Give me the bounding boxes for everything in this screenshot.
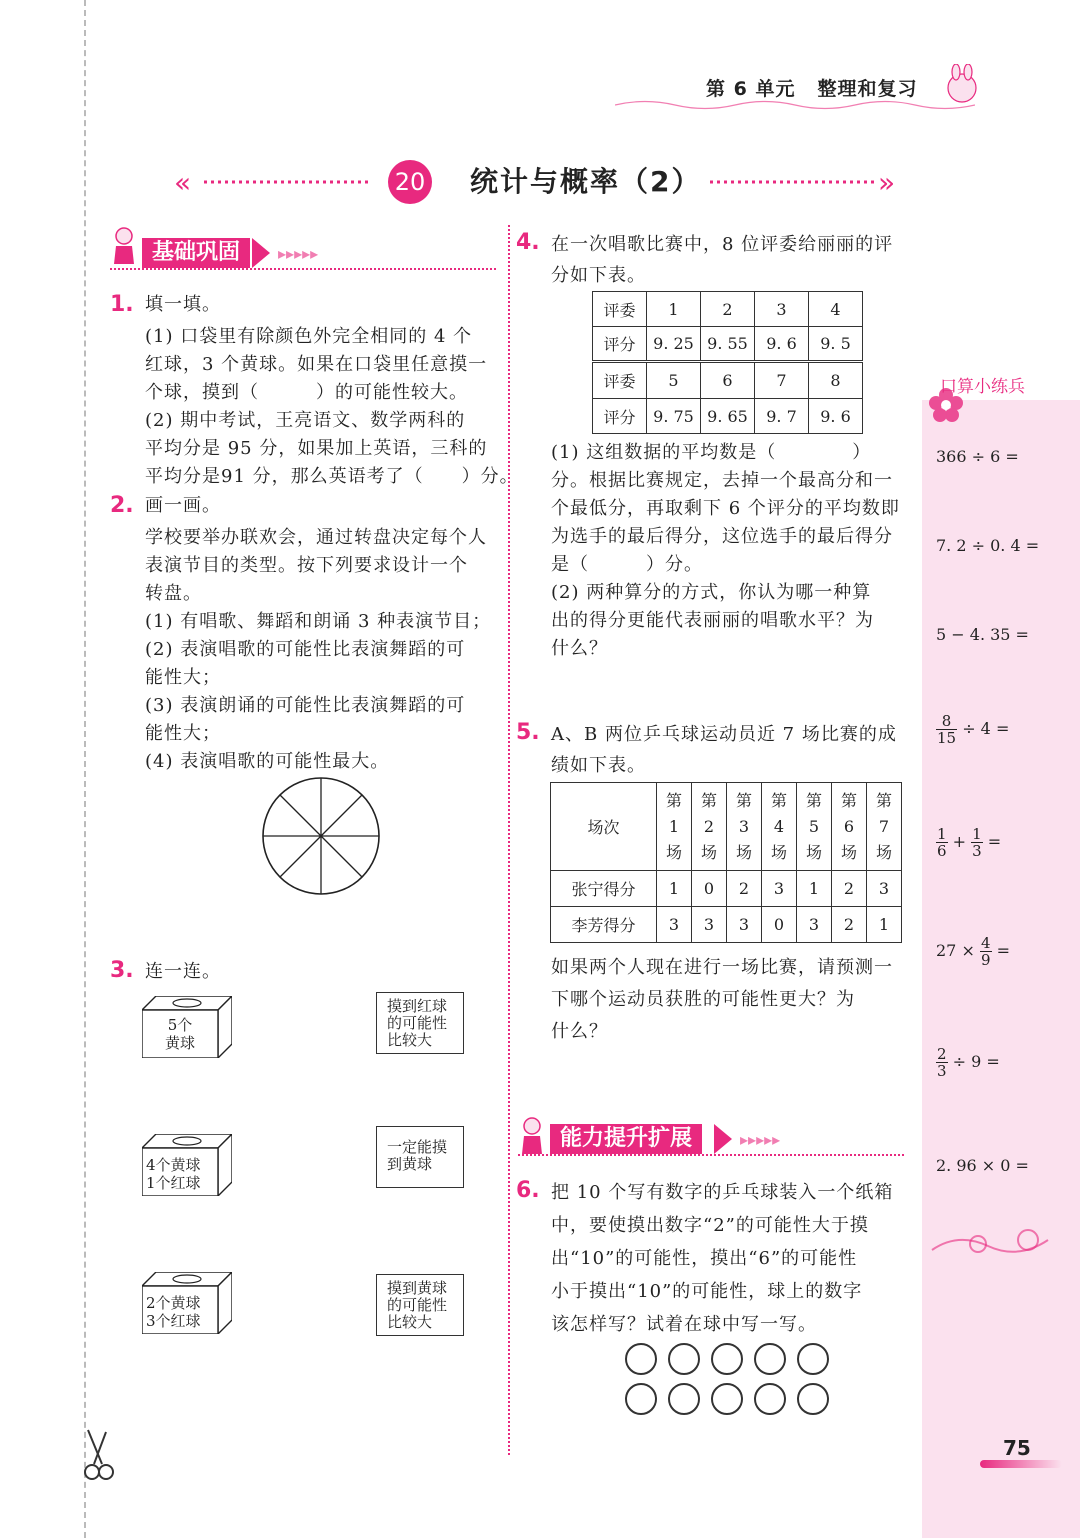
math-item: $\frac{2}{3}$ ÷ 9 = <box>937 1045 1000 1080</box>
question-title: 画一画。 <box>145 495 221 516</box>
ball-box[interactable] <box>142 996 232 1058</box>
section-banner-basic: 基础巩固 <box>142 238 250 268</box>
fraction: $\frac{2}{3}$ <box>937 1045 947 1080</box>
ball-circle[interactable] <box>668 1343 700 1375</box>
text-line: 下哪个运动员获胜的可能性更大？为 <box>551 989 855 1010</box>
ball-circle[interactable] <box>711 1383 743 1415</box>
player-name: 李芳得分 <box>551 907 657 943</box>
unit-label: 第 6 单元 <box>706 78 796 100</box>
table-cell: 9. 6 <box>809 399 863 434</box>
math-item: 27 × $\frac{4}{9}$ = <box>936 934 1010 969</box>
label-text: 摸到红球 <box>387 997 448 1015</box>
box-text: 5个 <box>167 1016 193 1034</box>
math-item: 366 ÷ 6 = <box>936 447 1019 466</box>
table-cell: 评分 <box>593 327 647 362</box>
text-line: 分。根据比赛规定，去掉一个最高分和一 <box>551 470 893 491</box>
question-2-body <box>145 524 491 776</box>
table-cell: 1 <box>647 292 701 327</box>
text-line: 什么？ <box>551 1021 608 1042</box>
game-header <box>727 783 762 871</box>
fraction: $\frac{4}{9}$ <box>980 934 991 969</box>
game-char: 第 <box>735 790 752 810</box>
game-char: 第 <box>700 790 717 810</box>
label-text: 到黄球 <box>387 1155 433 1173</box>
section-banner-advanced: 能力提升扩展 <box>550 1124 702 1154</box>
label-text: 摸到黄球 <box>387 1279 448 1297</box>
section-underline <box>518 1154 904 1156</box>
svg-text:«: « <box>174 166 192 199</box>
table-cell: 3 <box>755 292 809 327</box>
game-char: 场 <box>735 842 752 862</box>
table-cell: 9. 7 <box>755 399 809 434</box>
box-text: 2个黄球 <box>146 1294 201 1312</box>
game-header <box>657 783 692 871</box>
game-char: 第 <box>665 790 682 810</box>
table-cell: 2 <box>701 292 755 327</box>
svg-text:»: » <box>878 166 896 199</box>
ball-circle[interactable] <box>797 1383 829 1415</box>
box-text: 1个红球 <box>146 1174 201 1192</box>
svg-text:▸▸▸▸▸: ▸▸▸▸▸ <box>740 1130 781 1149</box>
question-number: 3. <box>110 958 134 983</box>
text-line: (2) 两种算分的方式，你认为哪一种算 <box>551 582 872 603</box>
text-line: 学校要举办联欢会，通过转盘决定每个人 <box>145 527 487 548</box>
text-line: 转盘。 <box>145 583 202 604</box>
question-5-body <box>551 952 893 1048</box>
game-char: 第 <box>875 790 892 810</box>
text-line: 个最低分，再取剩下 6 个评分的平均数即 <box>551 498 900 519</box>
score-cell: 3 <box>867 871 902 907</box>
question-4-body <box>551 439 900 663</box>
math-item: 7. 2 ÷ 0. 4 = <box>936 536 1040 555</box>
question-title: 连一连。 <box>145 961 221 982</box>
question-5-intro <box>551 719 897 781</box>
text-line: 绩如下表。 <box>551 755 646 776</box>
page-number-bar <box>980 1460 1062 1468</box>
ball-circle[interactable] <box>625 1383 657 1415</box>
text-line: (1) 这组数据的平均数是（ ） <box>551 442 872 463</box>
text-line: 出的得分更能代表丽丽的唱歌水平？为 <box>551 610 874 631</box>
match-label[interactable] <box>376 992 464 1054</box>
label-text: 的可能性 <box>387 1014 448 1032</box>
game-char: 场 <box>665 842 682 862</box>
question-6-body <box>551 1176 893 1341</box>
table-cell: 4 <box>809 292 863 327</box>
game-char: 场 <box>805 842 822 862</box>
question-number: 2. <box>110 493 134 518</box>
ball-circle[interactable] <box>668 1383 700 1415</box>
table-cell: 评委 <box>593 362 647 399</box>
cut-line <box>84 0 86 1538</box>
text-line: 能性大； <box>145 723 221 744</box>
lesson-number-badge: 20 <box>388 160 432 204</box>
game-char: 第 <box>840 790 857 810</box>
game-char: 场 <box>700 842 717 862</box>
page-header <box>706 74 917 101</box>
section-underline <box>110 268 496 270</box>
box-text: 3个红球 <box>146 1312 201 1330</box>
match-results-table <box>550 782 902 943</box>
ball-circle[interactable] <box>797 1343 829 1375</box>
table-cell: 场次 <box>551 783 657 871</box>
text-line: (1) 有唱歌、舞蹈和朗诵 3 种表演节目； <box>145 611 492 632</box>
question-1-body <box>145 323 519 491</box>
text-line: 中，要使摸出数字“2”的可能性大于摸 <box>551 1215 869 1236</box>
game-header <box>832 783 867 871</box>
score-cell: 0 <box>692 871 727 907</box>
text-line: 平均分是 95 分，如果加上英语，三科的 <box>145 438 488 459</box>
text-line: 该怎样写？试着在球中写一写。 <box>551 1314 817 1335</box>
question-number: 6. <box>516 1178 540 1203</box>
table-cell: 9. 75 <box>647 399 701 434</box>
game-char: 场 <box>875 842 892 862</box>
game-char: 场 <box>770 842 787 862</box>
ball-circle[interactable] <box>754 1343 786 1375</box>
table-cell: 8 <box>809 362 863 399</box>
table-cell: 9. 5 <box>809 327 863 362</box>
swirl-decoration-icon <box>928 1222 1058 1262</box>
bunny-decoration-icon <box>940 64 984 108</box>
label-text: 比较大 <box>387 1031 433 1049</box>
game-char: 4 <box>773 816 785 836</box>
score-cell: 3 <box>797 907 832 943</box>
table-cell: 9. 6 <box>755 327 809 362</box>
table-cell: 9. 65 <box>701 399 755 434</box>
game-header <box>797 783 832 871</box>
text-line: 是（ ）分。 <box>551 554 703 575</box>
table-cell: 9. 25 <box>647 327 701 362</box>
page-number: 75 <box>1003 1436 1031 1460</box>
header-vine-decoration <box>615 98 975 112</box>
text-line: 如果两个人现在进行一场比赛，请预测一 <box>551 957 893 978</box>
game-char: 2 <box>703 816 715 836</box>
game-char: 1 <box>668 816 680 836</box>
table-cell: 9. 55 <box>701 327 755 362</box>
banner-arrow-decoration <box>714 1124 826 1154</box>
fraction: $\frac{8}{15}$ <box>937 712 957 747</box>
girl-mascot-icon <box>518 1116 546 1158</box>
score-cell: 1 <box>797 871 832 907</box>
score-cell: 3 <box>692 907 727 943</box>
unit-title: 整理和复习 <box>817 78 918 100</box>
game-char: 7 <box>878 816 890 836</box>
text-line: 什么？ <box>551 638 608 659</box>
mental-math-sidebar <box>922 400 1080 1538</box>
text-line: 个球，摸到（ ）的可能性较大。 <box>145 382 468 403</box>
text-line: 出“10”的可能性，摸出“6”的可能性 <box>551 1248 858 1269</box>
text-line: (1) 口袋里有除颜色外完全相同的 4 个 <box>145 326 473 347</box>
score-cell: 0 <box>762 907 797 943</box>
spinner-circle[interactable] <box>260 775 382 897</box>
text-line: (4) 表演唱歌的可能性最大。 <box>145 751 390 772</box>
text-line: 为选手的最后得分，这位选手的最后得分 <box>551 526 893 547</box>
math-item: 2. 96 × 0 = <box>936 1156 1029 1175</box>
sidebar-title: 口算小练兵 <box>940 377 1025 397</box>
svg-text:▸▸▸▸▸: ▸▸▸▸▸ <box>278 244 319 263</box>
math-item: $\frac{8}{15}$ ÷ 4 = <box>937 712 1010 747</box>
score-cell: 2 <box>832 907 867 943</box>
ball-circle[interactable] <box>625 1343 657 1375</box>
ball-box[interactable] <box>142 1272 232 1334</box>
score-cell: 3 <box>657 907 692 943</box>
box-text: 黄球 <box>164 1034 195 1052</box>
game-header <box>692 783 727 871</box>
text-line: 小于摸出“10”的可能性，球上的数字 <box>551 1281 863 1302</box>
table-cell: 评分 <box>593 399 647 434</box>
question-number: 5. <box>516 720 540 745</box>
score-cell: 1 <box>657 871 692 907</box>
judge-score-table <box>592 291 863 434</box>
game-char: 第 <box>805 790 822 810</box>
math-item: $\frac{1}{6}$ + $\frac{1}{3}$ = <box>937 825 1002 860</box>
scissors-icon <box>80 1428 120 1484</box>
ball-circle[interactable] <box>711 1343 743 1375</box>
question-4-intro <box>551 229 893 291</box>
text-line: 分如下表。 <box>551 265 646 286</box>
table-cell: 6 <box>701 362 755 399</box>
question-number: 1. <box>110 292 134 317</box>
text-line: 平均分是91 分，那么英语考了（ ）分。 <box>145 466 519 487</box>
text-line: (2) 表演唱歌的可能性比表演舞蹈的可 <box>145 639 466 660</box>
lesson-title: 统计与概率（2） <box>470 165 702 198</box>
ball-box[interactable] <box>142 1134 232 1196</box>
game-char: 3 <box>738 816 750 836</box>
text-line: 红球，3 个黄球。如果在口袋里任意摸一 <box>145 354 488 375</box>
fraction: $\frac{1}{3}$ <box>972 825 982 860</box>
game-header <box>762 783 797 871</box>
score-cell: 1 <box>867 907 902 943</box>
match-label[interactable] <box>376 1126 464 1188</box>
score-cell: 2 <box>832 871 867 907</box>
box-text: 4个黄球 <box>146 1156 201 1174</box>
question-number: 4. <box>516 230 540 255</box>
girl-mascot-icon <box>110 226 138 268</box>
game-char: 场 <box>840 842 857 862</box>
fraction: $\frac{1}{6}$ <box>937 825 947 860</box>
banner-arrow-decoration <box>252 238 360 268</box>
game-header <box>867 783 902 871</box>
table-cell: 7 <box>755 362 809 399</box>
label-text: 比较大 <box>387 1313 433 1331</box>
label-text: 一定能摸 <box>387 1138 448 1156</box>
text-line: 能性大； <box>145 667 221 688</box>
score-cell: 2 <box>727 871 762 907</box>
game-char: 5 <box>808 816 820 836</box>
game-char: 6 <box>843 816 855 836</box>
math-item: 5 − 4. 35 = <box>936 625 1029 644</box>
ball-circle[interactable] <box>754 1383 786 1415</box>
player-name: 张宁得分 <box>551 871 657 907</box>
score-cell: 3 <box>762 871 797 907</box>
match-label[interactable] <box>376 1274 464 1336</box>
game-char: 第 <box>770 790 787 810</box>
text-line: 把 10 个写有数字的乒乓球装入一个纸箱 <box>551 1182 894 1203</box>
table-cell: 评委 <box>593 292 647 327</box>
text-line: 表演节目的类型。按下列要求设计一个 <box>145 555 468 576</box>
label-text: 的可能性 <box>387 1296 448 1314</box>
score-cell: 3 <box>727 907 762 943</box>
question-title: 填一填。 <box>145 294 221 315</box>
text-line: (3) 表演朗诵的可能性比表演舞蹈的可 <box>145 695 466 716</box>
text-line: A、B 两位乒乓球运动员近 7 场比赛的成 <box>551 724 897 745</box>
text-line: (2) 期中考试，王亮语文、数学两科的 <box>145 410 466 431</box>
table-cell: 5 <box>647 362 701 399</box>
text-line: 在一次唱歌比赛中，8 位评委给丽丽的评 <box>551 234 894 255</box>
